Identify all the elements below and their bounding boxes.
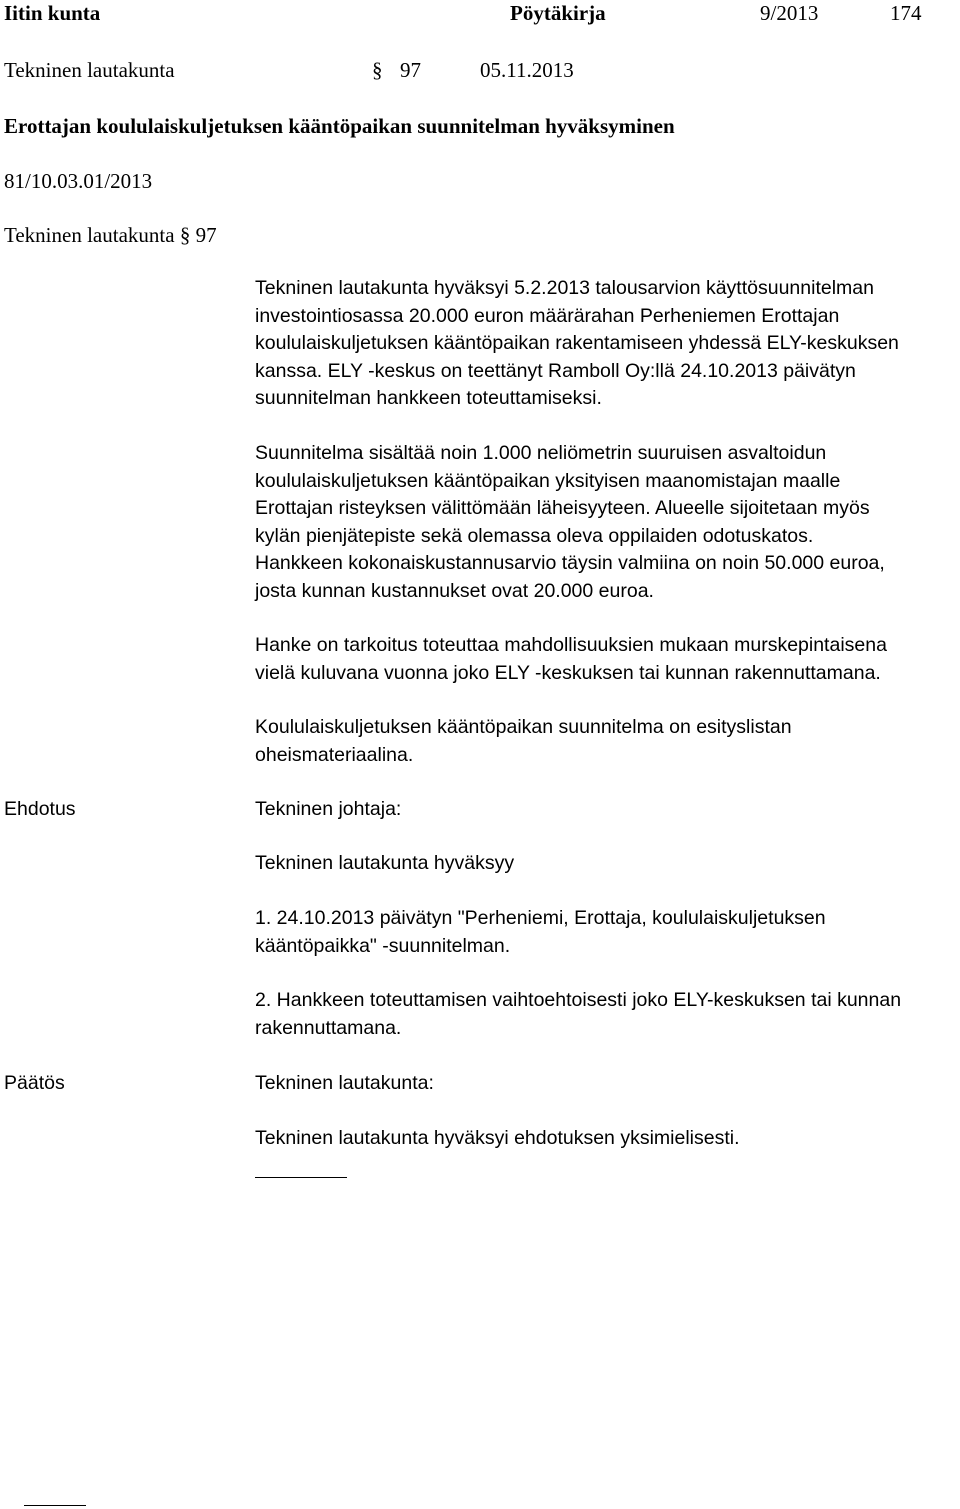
page-title: Erottajan koululaiskuljetuksen kääntöpaikan suunnitelman hyväksyminen — [4, 114, 675, 138]
paragraph-line: koululaiskuljetuksen kääntöpaikan rakentamiseen yhdessä ELY-keskuksen — [255, 332, 899, 354]
paragraph-1 — [255, 275, 955, 413]
paragraph-4 — [255, 714, 955, 769]
proposal-item-1 — [255, 905, 955, 960]
paragraph-line: suunnitelman hankkeen toteuttamiseksi. — [255, 387, 602, 409]
section-sign: § — [372, 58, 383, 82]
paragraph-line: vielä kuluvana vuonna joko ELY -keskuksen tai kunnan rakennuttamana. — [255, 661, 881, 684]
board-ref — [4, 222, 217, 249]
page-number: 174 — [890, 1, 922, 25]
paragraph-line: oheismateriaalina. — [255, 743, 414, 766]
footer-rule — [24, 1505, 86, 1506]
meeting-date: 05.11.2013 — [480, 58, 574, 82]
proposal-label: Ehdotus — [4, 798, 76, 820]
decision-label: Päätös — [4, 1072, 65, 1094]
decision-text: Tekninen lautakunta hyväksyi ehdotuksen yksimielisesti. — [255, 1127, 740, 1149]
paragraph-line: Suunnitelma sisältää noin 1.000 neliömetrin suuruisen asvaltoidun — [255, 442, 827, 464]
paragraph-line: Erottajan risteyksen välittömään läheisyyteen. Alueelle sijoitetaan myös — [255, 497, 870, 519]
paragraph-line: Hanke on tarkoitus toteuttaa mahdollisuuksien mukaan murskepintaisena — [255, 634, 887, 656]
board-ref-name: Tekninen lautakunta — [4, 223, 175, 247]
proposal-item-2 — [255, 987, 955, 1042]
paragraph-line: investointiosassa 20.000 euron määrärahan Perheniemen Erottajan — [255, 304, 840, 327]
municipality-name: Iitin kunta — [4, 1, 101, 25]
paragraph-line: Koululaiskuljetuksen kääntöpaikan suunnitelma on esityslistan — [255, 716, 792, 738]
paragraph-line: koululaiskuljetuksen kääntöpaikan yksityisen maanomistajan maalle — [255, 469, 841, 492]
paragraph-2 — [255, 440, 955, 605]
document-type: Pöytäkirja — [510, 1, 606, 25]
proposal-item-line: kääntöpaikka" -suunnitelman. — [255, 934, 511, 957]
paragraph-line: kylän pienjätepiste sekä olemassa oleva oppilaiden odotuskatos. — [255, 524, 814, 547]
board-name: Tekninen lautakunta — [4, 58, 175, 82]
paragraph-line: kanssa. ELY -keskus on teettänyt Ramboll Oy:llä 24.10.2013 päivätyn — [255, 359, 856, 382]
record-id: 81/10.03.01/2013 — [4, 169, 153, 193]
decision-decider: Tekninen lautakunta: — [255, 1072, 434, 1094]
proposal-item-line: 2. Hankkeen toteuttamisen vaihtoehtoisesti joko ELY-keskuksen tai kunnan — [255, 989, 902, 1011]
board-ref-section-number: 97 — [195, 223, 217, 247]
proposal-item-line: rakennuttamana. — [255, 1016, 402, 1039]
paragraph-line: Tekninen lautakunta hyväksyi 5.2.2013 talousarvion käyttösuunnitelman — [255, 277, 874, 299]
paragraph-3 — [255, 632, 955, 687]
document-number: 9/2013 — [760, 1, 819, 25]
section-number: 97 — [400, 58, 421, 82]
proposal-intro: Tekninen lautakunta hyväksyy — [255, 852, 515, 874]
proposal-item-line: 1. 24.10.2013 päivätyn "Perheniemi, Erottaja, koululaiskuljetuksen — [255, 907, 826, 929]
paragraph-line: Hankkeen kokonaiskustannusarvio täysin valmiina on noin 50.000 euroa, — [255, 552, 885, 574]
board-ref-section-sign: § — [179, 223, 191, 247]
proposal-proposer: Tekninen johtaja: — [255, 798, 402, 820]
paragraph-line: josta kunnan kustannukset ovat 20.000 euroa. — [255, 579, 654, 602]
decision-underline — [255, 1177, 347, 1178]
